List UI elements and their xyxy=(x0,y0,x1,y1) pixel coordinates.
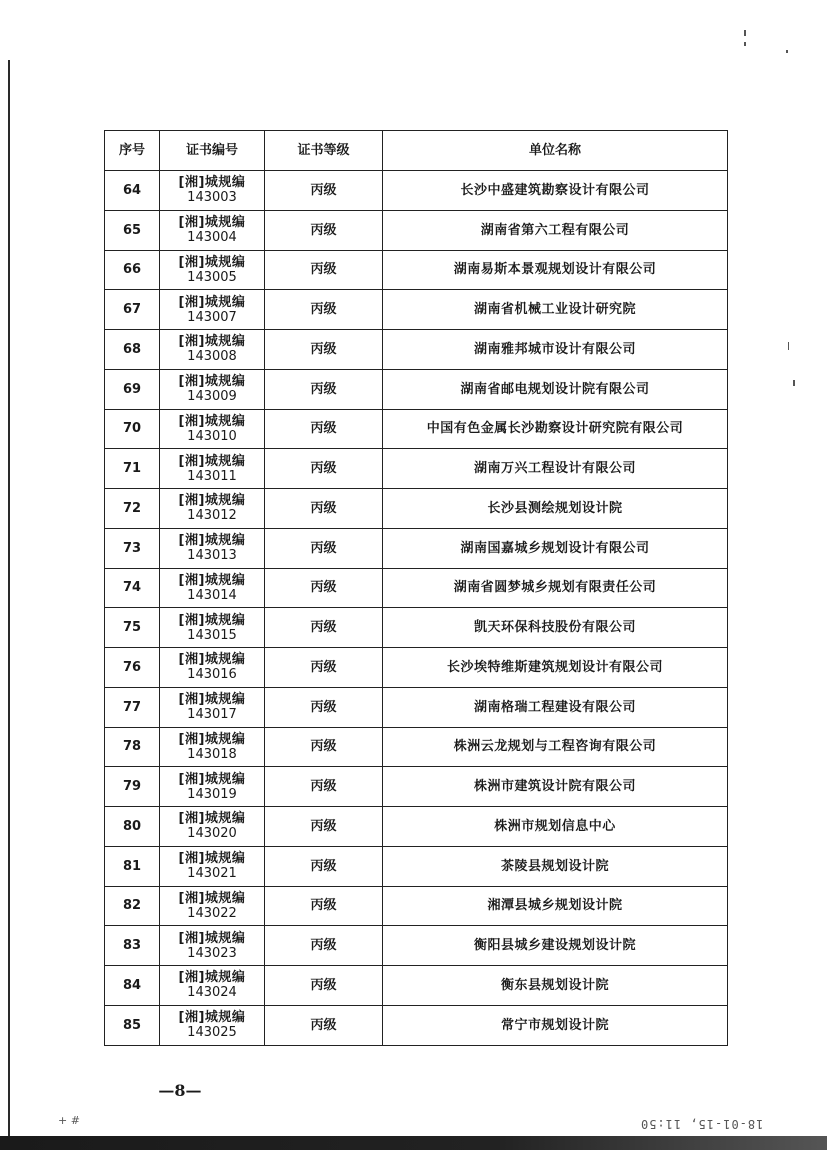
cert-code: 143020 xyxy=(187,826,237,842)
cell-cert-no xyxy=(160,489,265,529)
cert-code: 143025 xyxy=(187,1025,237,1041)
cell-cert-grade: 丙级 xyxy=(265,807,383,847)
header-cert-grade: 证书等级 xyxy=(265,131,383,171)
cell-cert-grade: 丙级 xyxy=(265,727,383,767)
cell-cert-grade: 丙级 xyxy=(265,767,383,807)
cert-code: 143011 xyxy=(187,468,237,484)
cert-prefix: [湘]城规编 xyxy=(178,1010,246,1026)
cert-prefix: [湘]城规编 xyxy=(178,771,246,787)
header-unit-name: 单位名称 xyxy=(383,131,728,171)
header-seq: 序号 xyxy=(105,131,160,171)
cell-cert-no xyxy=(160,727,265,767)
scan-left-edge xyxy=(8,60,10,1140)
cell-cert-grade: 丙级 xyxy=(265,846,383,886)
scan-speck xyxy=(744,42,746,46)
header-cert-no: 证书编号 xyxy=(160,131,265,171)
cell-unit-name: 湖南易斯本景观规划设计有限公司 xyxy=(383,250,728,290)
cell-cert-grade: 丙级 xyxy=(265,528,383,568)
cell-cert-no xyxy=(160,966,265,1006)
cert-prefix: [湘]城规编 xyxy=(178,970,246,986)
cell-unit-name: 湖南万兴工程设计有限公司 xyxy=(383,449,728,489)
cell-seq: 67 xyxy=(105,290,160,330)
cell-seq: 79 xyxy=(105,767,160,807)
table-row xyxy=(105,1005,728,1045)
table-row xyxy=(105,687,728,727)
cell-cert-grade: 丙级 xyxy=(265,171,383,211)
table-row xyxy=(105,171,728,211)
table-row xyxy=(105,846,728,886)
cert-prefix: [湘]城规编 xyxy=(178,215,246,231)
cert-prefix: [湘]城规编 xyxy=(178,374,246,390)
cell-seq: 65 xyxy=(105,210,160,250)
cell-cert-no xyxy=(160,409,265,449)
cert-code: 143017 xyxy=(187,707,237,723)
cell-cert-grade: 丙级 xyxy=(265,886,383,926)
cert-code: 143004 xyxy=(187,230,237,246)
table-row xyxy=(105,409,728,449)
cert-code: 143016 xyxy=(187,667,237,683)
table-body xyxy=(105,171,728,1046)
table-row xyxy=(105,528,728,568)
cell-cert-no xyxy=(160,648,265,688)
cert-prefix: [湘]城规编 xyxy=(178,493,246,509)
cert-prefix: [湘]城规编 xyxy=(178,294,246,310)
cell-unit-name: 湘潭县城乡规划设计院 xyxy=(383,886,728,926)
cell-seq: 72 xyxy=(105,489,160,529)
cert-code: 143010 xyxy=(187,428,237,444)
cell-cert-grade: 丙级 xyxy=(265,489,383,529)
cell-unit-name: 中国有色金属长沙勘察设计研究院有限公司 xyxy=(383,409,728,449)
cell-seq: 83 xyxy=(105,926,160,966)
table-row xyxy=(105,369,728,409)
cell-cert-no xyxy=(160,290,265,330)
cell-seq: 69 xyxy=(105,369,160,409)
cell-unit-name: 长沙埃特维斯建筑规划设计有限公司 xyxy=(383,648,728,688)
cell-seq: 75 xyxy=(105,608,160,648)
cert-code: 143022 xyxy=(187,905,237,921)
cell-cert-grade: 丙级 xyxy=(265,648,383,688)
cert-prefix: [湘]城规编 xyxy=(178,413,246,429)
cell-cert-no xyxy=(160,886,265,926)
cell-cert-no xyxy=(160,250,265,290)
cell-cert-grade: 丙级 xyxy=(265,1005,383,1045)
cell-unit-name: 长沙中盛建筑勘察设计有限公司 xyxy=(383,171,728,211)
table-row xyxy=(105,330,728,370)
scan-speck xyxy=(788,342,789,350)
table-row xyxy=(105,568,728,608)
cell-cert-grade: 丙级 xyxy=(265,608,383,648)
cert-prefix: [湘]城规编 xyxy=(178,692,246,708)
cell-cert-no xyxy=(160,449,265,489)
cell-cert-no xyxy=(160,369,265,409)
cell-cert-no xyxy=(160,846,265,886)
cell-unit-name: 湖南省第六工程有限公司 xyxy=(383,210,728,250)
cell-unit-name: 茶陵县规划设计院 xyxy=(383,846,728,886)
cell-seq: 80 xyxy=(105,807,160,847)
page-number: —8— xyxy=(158,1081,202,1100)
cell-seq: 73 xyxy=(105,528,160,568)
cell-unit-name: 凯天环保科技股份有限公司 xyxy=(383,608,728,648)
cert-code: 143009 xyxy=(187,389,237,405)
cell-unit-name: 湖南省机械工业设计研究院 xyxy=(383,290,728,330)
cell-cert-no xyxy=(160,807,265,847)
table-row xyxy=(105,767,728,807)
cell-cert-no xyxy=(160,767,265,807)
cell-unit-name: 衡东县规划设计院 xyxy=(383,966,728,1006)
cell-seq: 85 xyxy=(105,1005,160,1045)
cert-code: 143024 xyxy=(187,985,237,1001)
table-row xyxy=(105,727,728,767)
cert-prefix: [湘]城规编 xyxy=(178,851,246,867)
cell-cert-grade: 丙级 xyxy=(265,568,383,608)
scan-speck xyxy=(786,50,788,53)
table-row xyxy=(105,449,728,489)
cert-prefix: [湘]城规编 xyxy=(178,533,246,549)
cert-code: 143021 xyxy=(187,866,237,882)
cell-unit-name: 湖南省圆梦城乡规划有限责任公司 xyxy=(383,568,728,608)
cell-unit-name: 湖南省邮电规划设计院有限公司 xyxy=(383,369,728,409)
cell-cert-no xyxy=(160,687,265,727)
cell-cert-no xyxy=(160,171,265,211)
cell-cert-grade: 丙级 xyxy=(265,966,383,1006)
fax-timestamp: 18-01-15, 11:50 xyxy=(640,1117,764,1131)
cell-unit-name: 常宁市规划设计院 xyxy=(383,1005,728,1045)
cell-cert-grade: 丙级 xyxy=(265,409,383,449)
cell-seq: 81 xyxy=(105,846,160,886)
scan-stamp-left: + # xyxy=(58,1114,80,1127)
cell-cert-no xyxy=(160,528,265,568)
cell-seq: 76 xyxy=(105,648,160,688)
cert-code: 143023 xyxy=(187,945,237,961)
cert-code: 143008 xyxy=(187,349,237,365)
cell-cert-no xyxy=(160,210,265,250)
cert-prefix: [湘]城规编 xyxy=(178,334,246,350)
table-row xyxy=(105,210,728,250)
cell-cert-grade: 丙级 xyxy=(265,330,383,370)
cell-cert-grade: 丙级 xyxy=(265,687,383,727)
cell-unit-name: 株洲云龙规划与工程咨询有限公司 xyxy=(383,727,728,767)
cell-unit-name: 湖南雅邦城市设计有限公司 xyxy=(383,330,728,370)
cell-seq: 70 xyxy=(105,409,160,449)
cell-cert-no xyxy=(160,608,265,648)
table-row xyxy=(105,489,728,529)
cert-prefix: [湘]城规编 xyxy=(178,175,246,191)
cell-cert-grade: 丙级 xyxy=(265,449,383,489)
table-row xyxy=(105,648,728,688)
cert-code: 143018 xyxy=(187,746,237,762)
cert-prefix: [湘]城规编 xyxy=(178,652,246,668)
cell-unit-name: 株洲市规划信息中心 xyxy=(383,807,728,847)
cell-unit-name: 长沙县测绘规划设计院 xyxy=(383,489,728,529)
certificate-table xyxy=(104,130,728,1046)
cell-seq: 66 xyxy=(105,250,160,290)
table-row xyxy=(105,966,728,1006)
cell-cert-no xyxy=(160,568,265,608)
cell-seq: 84 xyxy=(105,966,160,1006)
table-row xyxy=(105,250,728,290)
cell-unit-name: 株洲市建筑设计院有限公司 xyxy=(383,767,728,807)
cert-prefix: [湘]城规编 xyxy=(178,930,246,946)
table-row xyxy=(105,807,728,847)
table-row xyxy=(105,290,728,330)
cert-code: 143003 xyxy=(187,190,237,206)
cert-code: 143015 xyxy=(187,627,237,643)
table-header-row xyxy=(105,131,728,171)
table-row xyxy=(105,886,728,926)
cert-prefix: [湘]城规编 xyxy=(178,890,246,906)
table-row xyxy=(105,608,728,648)
cell-cert-grade: 丙级 xyxy=(265,210,383,250)
cell-seq: 64 xyxy=(105,171,160,211)
cert-code: 143012 xyxy=(187,508,237,524)
cert-prefix: [湘]城规编 xyxy=(178,572,246,588)
cell-seq: 77 xyxy=(105,687,160,727)
cert-code: 143019 xyxy=(187,786,237,802)
scan-speck xyxy=(744,30,746,36)
cert-prefix: [湘]城规编 xyxy=(178,811,246,827)
scan-bottom-edge xyxy=(0,1136,827,1150)
cell-cert-no xyxy=(160,330,265,370)
cert-prefix: [湘]城规编 xyxy=(178,612,246,628)
cell-seq: 74 xyxy=(105,568,160,608)
cell-seq: 71 xyxy=(105,449,160,489)
cell-unit-name: 湖南国嘉城乡规划设计有限公司 xyxy=(383,528,728,568)
cell-cert-grade: 丙级 xyxy=(265,926,383,966)
cert-code: 143005 xyxy=(187,269,237,285)
cert-prefix: [湘]城规编 xyxy=(178,254,246,270)
cert-code: 143014 xyxy=(187,587,237,603)
cert-code: 143007 xyxy=(187,309,237,325)
cell-cert-no xyxy=(160,1005,265,1045)
cell-cert-grade: 丙级 xyxy=(265,250,383,290)
cert-prefix: [湘]城规编 xyxy=(178,731,246,747)
table-row xyxy=(105,926,728,966)
cell-cert-grade: 丙级 xyxy=(265,290,383,330)
cell-cert-no xyxy=(160,926,265,966)
cell-seq: 78 xyxy=(105,727,160,767)
cert-code: 143013 xyxy=(187,548,237,564)
cell-unit-name: 湖南格瑞工程建设有限公司 xyxy=(383,687,728,727)
cert-prefix: [湘]城规编 xyxy=(178,453,246,469)
cell-seq: 82 xyxy=(105,886,160,926)
cell-cert-grade: 丙级 xyxy=(265,369,383,409)
scan-speck xyxy=(793,380,795,386)
cell-unit-name: 衡阳县城乡建设规划设计院 xyxy=(383,926,728,966)
cell-seq: 68 xyxy=(105,330,160,370)
